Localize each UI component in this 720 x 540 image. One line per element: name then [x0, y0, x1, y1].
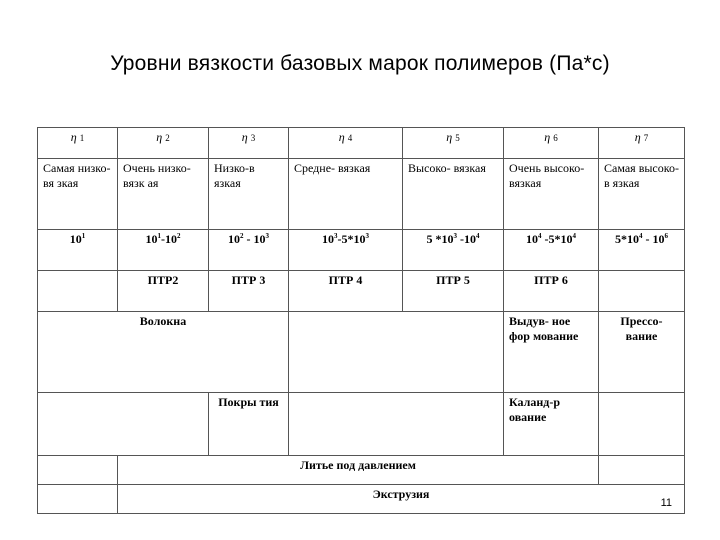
ptr-cell: ПТР 4	[289, 271, 403, 312]
value-cell: 5 $*10^3$ $-10^4$	[403, 230, 504, 271]
eta-cell: η 5	[403, 128, 504, 159]
ptr-row	[38, 271, 685, 312]
empty-cell	[289, 393, 504, 456]
exponent: 3	[265, 232, 269, 240]
empty-cell	[289, 312, 504, 393]
process-injection: Литье под давлением	[118, 456, 599, 485]
eta-cell: η 1	[38, 128, 118, 159]
eta-cell: η 2	[118, 128, 209, 159]
process-coatings: Покры тия	[209, 393, 289, 456]
value-cell: $10^3-5*10^3$	[289, 230, 403, 271]
process-row-injection	[38, 456, 685, 485]
exponent: 4	[639, 232, 643, 240]
page-number: 11	[660, 497, 672, 509]
value-cell: $10^1$	[38, 230, 118, 271]
value-cell: $10^2 - 10^3$	[209, 230, 289, 271]
ptr-cell: ПТР2	[118, 271, 209, 312]
exponent: 2	[177, 232, 181, 240]
eta-cell: η 6	[504, 128, 599, 159]
eta-cell: η 4	[289, 128, 403, 159]
exponent: 6	[664, 232, 668, 240]
viscosity-table	[37, 127, 685, 514]
eta-header-row	[38, 128, 685, 159]
level-cell: Низко-в язкая	[209, 159, 289, 230]
value-cell: $10^4$ $-5*10^4$	[504, 230, 599, 271]
process-calendering: Каланд-р ование	[504, 393, 599, 456]
empty-cell	[38, 456, 118, 485]
ptr-cell: ПТР 3	[209, 271, 289, 312]
eta-cell: η 7	[599, 128, 685, 159]
ptr-cell: ПТР 5	[403, 271, 504, 312]
exponent: 1	[81, 232, 86, 240]
empty-cell	[38, 485, 118, 514]
eta-cell: η 3	[209, 128, 289, 159]
empty-cell	[599, 393, 685, 456]
exponent: 4	[572, 232, 576, 240]
exponent: 3	[365, 232, 369, 240]
process-row-coatings	[38, 393, 685, 456]
exponent: 4	[476, 232, 480, 240]
slide-title: Уровни вязкости базовых марок полимеров (Па*с)	[110, 52, 610, 75]
value-cell: $5*10^4 - 10^6$	[599, 230, 685, 271]
level-cell: Очень высоко- вязкая	[504, 159, 599, 230]
level-cell: Средне- вязкая	[289, 159, 403, 230]
process-blow-molding: Выдув- ное фор мование	[504, 312, 599, 393]
process-pressing: Прессо- вание	[599, 312, 685, 393]
process-extrusion: Экструзия	[118, 485, 685, 514]
process-row-extrusion	[38, 485, 685, 514]
viscosity-value-row	[38, 230, 685, 271]
exponent: 2	[240, 232, 244, 240]
level-cell: Самая низко-вя зкая	[38, 159, 118, 230]
ptr-cell: ПТР 6	[504, 271, 599, 312]
level-cell: Очень низко-вязк ая	[118, 159, 209, 230]
empty-cell	[38, 393, 209, 456]
empty-cell	[599, 456, 685, 485]
empty-cell	[38, 271, 118, 312]
empty-cell	[599, 271, 685, 312]
process-row-fibers	[38, 312, 685, 393]
exponent: 3	[334, 232, 338, 240]
level-cell: Высоко- вязкая	[403, 159, 504, 230]
exponent: 3	[453, 232, 457, 240]
exponent: 1	[157, 232, 161, 240]
viscosity-level-row	[38, 159, 685, 230]
exponent: 4	[538, 232, 542, 240]
value-cell: $10^1-10^2$	[118, 230, 209, 271]
process-fibers: Волокна	[38, 312, 289, 393]
level-cell: Самая высоко-в язкая	[599, 159, 685, 230]
